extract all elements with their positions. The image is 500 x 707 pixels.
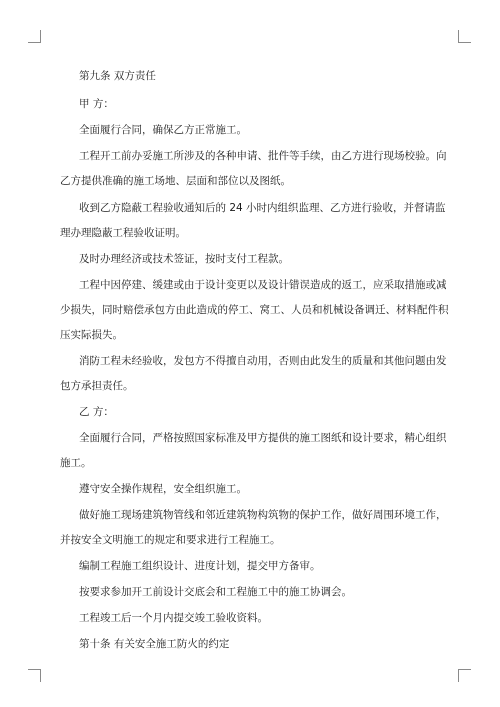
party-a-item-4: 及时办理经济或技术签证，按时支付工程款。 [79, 253, 289, 265]
party-a-item-2-line-2: 乙方提供准确的施工场地、层面和部位以及图纸。 [60, 175, 291, 187]
crop-mark-top-left [28, 30, 41, 43]
crop-mark-bottom-right [458, 669, 471, 682]
party-a-item-6-line-1: 消防工程未经验收，发包方不得擅自动用，否则由此发生的质量和其他问题由发 [79, 355, 447, 367]
party-a-label: 甲 方： [79, 98, 114, 110]
article-9-heading: 第九条 双方责任 [79, 70, 156, 82]
party-b-item-1-line-1: 全面履行合同，严格按照国家标准及甲方提供的施工图纸和设计要求，精心组织 [79, 432, 447, 444]
party-a-item-5-line-3: 压实际损失。 [60, 329, 123, 341]
party-b-item-4: 编制工程施工组织设计、进度计划，提交甲方备审。 [79, 560, 321, 572]
party-a-item-2-line-1: 工程开工前办妥施工所涉及的各种申请、批件等手续，由乙方进行现场校验。向 [79, 150, 447, 162]
party-a-item-3-line-1: 收到乙方隐蔽工程验收通知后的 24 小时内组织监理、乙方进行验收，并督请监 [79, 202, 446, 214]
crop-mark-top-right [458, 30, 471, 43]
party-a-item-6-line-2: 包方承担责任。 [60, 380, 134, 392]
party-b-item-3-line-1: 做好施工现场建筑物管线和邻近建筑物构筑物的保护工作，做好周围环境工作， [79, 509, 447, 521]
party-b-item-5: 按要求参加开工前设计交底会和工程施工中的施工协调会。 [79, 586, 352, 598]
party-a-item-5-line-1: 工程中因停建、缓建或由于设计变更以及设计错误造成的返工，应采取措施或减 [79, 279, 447, 291]
party-b-item-1-line-2: 施工。 [60, 457, 92, 469]
party-a-item-5-line-2: 少损失，同时赔偿承包方由此造成的停工、窝工、人员和机械设备调迁、材料配件积 [60, 304, 449, 316]
party-a-item-3-line-2: 理办理隐蔽工程验收证明。 [60, 227, 186, 239]
party-a-item-1: 全面履行合同，确保乙方正常施工。 [79, 124, 247, 136]
party-b-label: 乙 方： [79, 406, 114, 418]
crop-mark-bottom-left [28, 669, 41, 682]
article-10-heading: 第十条 有关安全施工防火的约定 [79, 638, 230, 650]
party-b-item-2: 遵守安全操作规程，安全组织施工。 [79, 483, 247, 495]
party-b-item-3-line-2: 并按安全文明施工的规定和要求进行工程施工。 [60, 534, 281, 546]
party-b-item-6: 工程竣工后一个月内提交竣工验收资料。 [79, 612, 268, 624]
